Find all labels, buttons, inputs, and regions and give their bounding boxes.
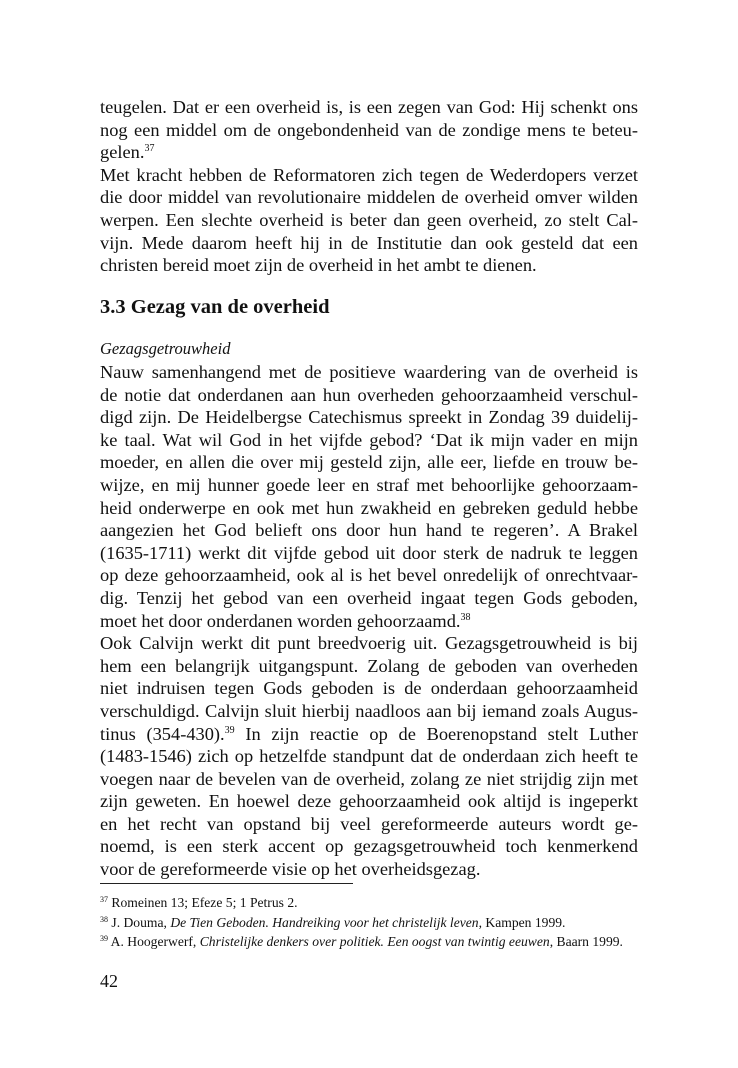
- text-line: heid onderwerpe en ook met hun zwakheid en gebreken geduld hebbe: [100, 497, 638, 518]
- text-line: (1635-1711) werkt dit vijfde gebod uit door sterk de nadruk te leggen: [100, 542, 638, 563]
- subheading: Gezagsgetrouwheid: [100, 339, 231, 358]
- footnote-number: 38: [100, 914, 108, 924]
- text-line: [100, 141, 638, 164]
- main-block: [100, 361, 638, 881]
- footnote-text: , Baarn 1999.: [549, 934, 623, 950]
- paragraph-catechism: [100, 361, 638, 632]
- text-line: werpen. Een slechte overheid is beter dan geen overheid, zo stelt Cal-: [100, 209, 638, 230]
- text-line: verschuldigd. Calvijn sluit hierbij naadloos aan bij iemand zoals Augus-: [100, 700, 638, 721]
- paragraph-calvin: [100, 632, 638, 881]
- text-line: op deze gehoorzaamheid, ook al is het bevel onredelijk of onrechtvaar-: [100, 565, 638, 586]
- text-line: die door middel van revolutionaire middelen de overheid omver wilden: [100, 187, 638, 208]
- text-fragment: moet het door onderdanen worden gehoorzaamd.: [100, 610, 461, 631]
- text-line: wijze, en mij hunner goede leer en straf met behoorlijke gehoorzaam-: [100, 474, 638, 495]
- text-fragment: gelen.: [100, 142, 145, 163]
- footnotes: [100, 893, 660, 952]
- text-line: digd zijn. De Heidelbergse Catechismus spreekt in Zondag 39 duidelij-: [100, 407, 638, 428]
- intro-block: [100, 96, 638, 277]
- text-line: aangezien het God belieft ons door hun hand te regeren’. A Brakel: [100, 520, 638, 541]
- text-fragment: tinus (354-430).: [100, 723, 225, 744]
- text-line: nog een middel om de ongebondenheid van de zondige mens te beteu-: [100, 119, 638, 140]
- footnote-ref[interactable]: 39: [224, 724, 235, 736]
- page-number: 42: [100, 971, 118, 991]
- text-line: zijn geweten. En hoewel deze gehoorzaamheid ook altijd is ingeperkt: [100, 791, 638, 812]
- text-line: dig. Tenzij het gebod van een overheid ingaat tegen Gods geboden,: [100, 587, 638, 608]
- text-line: (1483-1546) zich op hetzelfde standpunt dat de onderdaan zich heeft te: [100, 746, 638, 767]
- section-heading: 3.3 Gezag van de overheid: [100, 296, 330, 318]
- footnote-38: [100, 913, 660, 933]
- footnote-text: J. Douma,: [108, 914, 171, 930]
- footnote-ref[interactable]: 38: [460, 611, 471, 623]
- text-line: Met kracht hebben de Reformatoren zich tegen de Wederdopers verzet: [100, 164, 638, 185]
- text-line: Ook Calvijn werkt dit punt breedvoerig uit. Gezagsgetrouwheid is bij: [100, 633, 638, 654]
- text-line: christen bereid moet zijn de overheid in het ambt te dienen.: [100, 255, 537, 276]
- footnote-divider: [100, 883, 353, 884]
- footnote-text: Romeinen 13; Efeze 5; 1 Petrus 2.: [108, 895, 298, 910]
- text-line: Nauw samenhangend met de positieve waardering van de overheid is: [100, 362, 638, 382]
- text-line: [100, 723, 638, 746]
- text-line: vijn. Mede daarom heeft hij in de Institutie dan ook gesteld dat een: [100, 232, 638, 253]
- text-line: de notie dat onderdanen aan hun overheden gehoorzaamheid verschul-: [100, 384, 638, 405]
- footnote-title: De Tien Geboden. Handreiking voor het christelijk leven: [170, 914, 479, 930]
- footnote-number: 37: [100, 895, 108, 904]
- text-line: voegen naar de bevelen van de overheid, zolang ze niet strijdig zijn met: [100, 768, 638, 789]
- text-line: voor de gereformeerde visie op het overheidsgezag.: [100, 859, 481, 880]
- text-line: niet indruisen tegen Gods geboden is de onderdaan gehoorzaamheid: [100, 678, 638, 699]
- paragraph-reformers: [100, 164, 638, 277]
- text-line: hem een belangrijk uitgangspunt. Zolang de geboden van overheden: [100, 655, 638, 676]
- text-line: ke taal. Wat wil God in het vijfde gebod? ‘Dat ik mijn vader en mijn: [100, 429, 638, 450]
- paragraph-intro: [100, 96, 638, 164]
- footnote-title: Christelijke denkers over politiek. Een oogst van twintig eeuwen: [199, 934, 550, 950]
- text-line: moeder, en allen die over mij gesteld zijn, alle eer, liefde en trouw be-: [100, 452, 638, 473]
- text-line: noemd, is een sterk accent op gezagsgetrouwheid toch kenmerkend: [100, 836, 638, 857]
- text-line: teugelen. Dat er een overheid is, is een zegen van God: Hij schenkt ons: [100, 97, 638, 117]
- footnote-text: A. Hoogerwerf,: [108, 934, 200, 950]
- text-line: [100, 610, 638, 633]
- footnote-37: [100, 893, 660, 913]
- footnote-text: , Kampen 1999.: [478, 914, 566, 930]
- footnote-39: [100, 932, 660, 952]
- footnote-number: 39: [100, 934, 108, 944]
- footnote-ref[interactable]: 37: [144, 143, 155, 155]
- text-line: en het recht van opstand bij veel gereformeerde auteurs wordt ge-: [100, 813, 638, 834]
- text-fragment: In zijn reactie op de Boerenopstand stelt Luther: [234, 723, 639, 744]
